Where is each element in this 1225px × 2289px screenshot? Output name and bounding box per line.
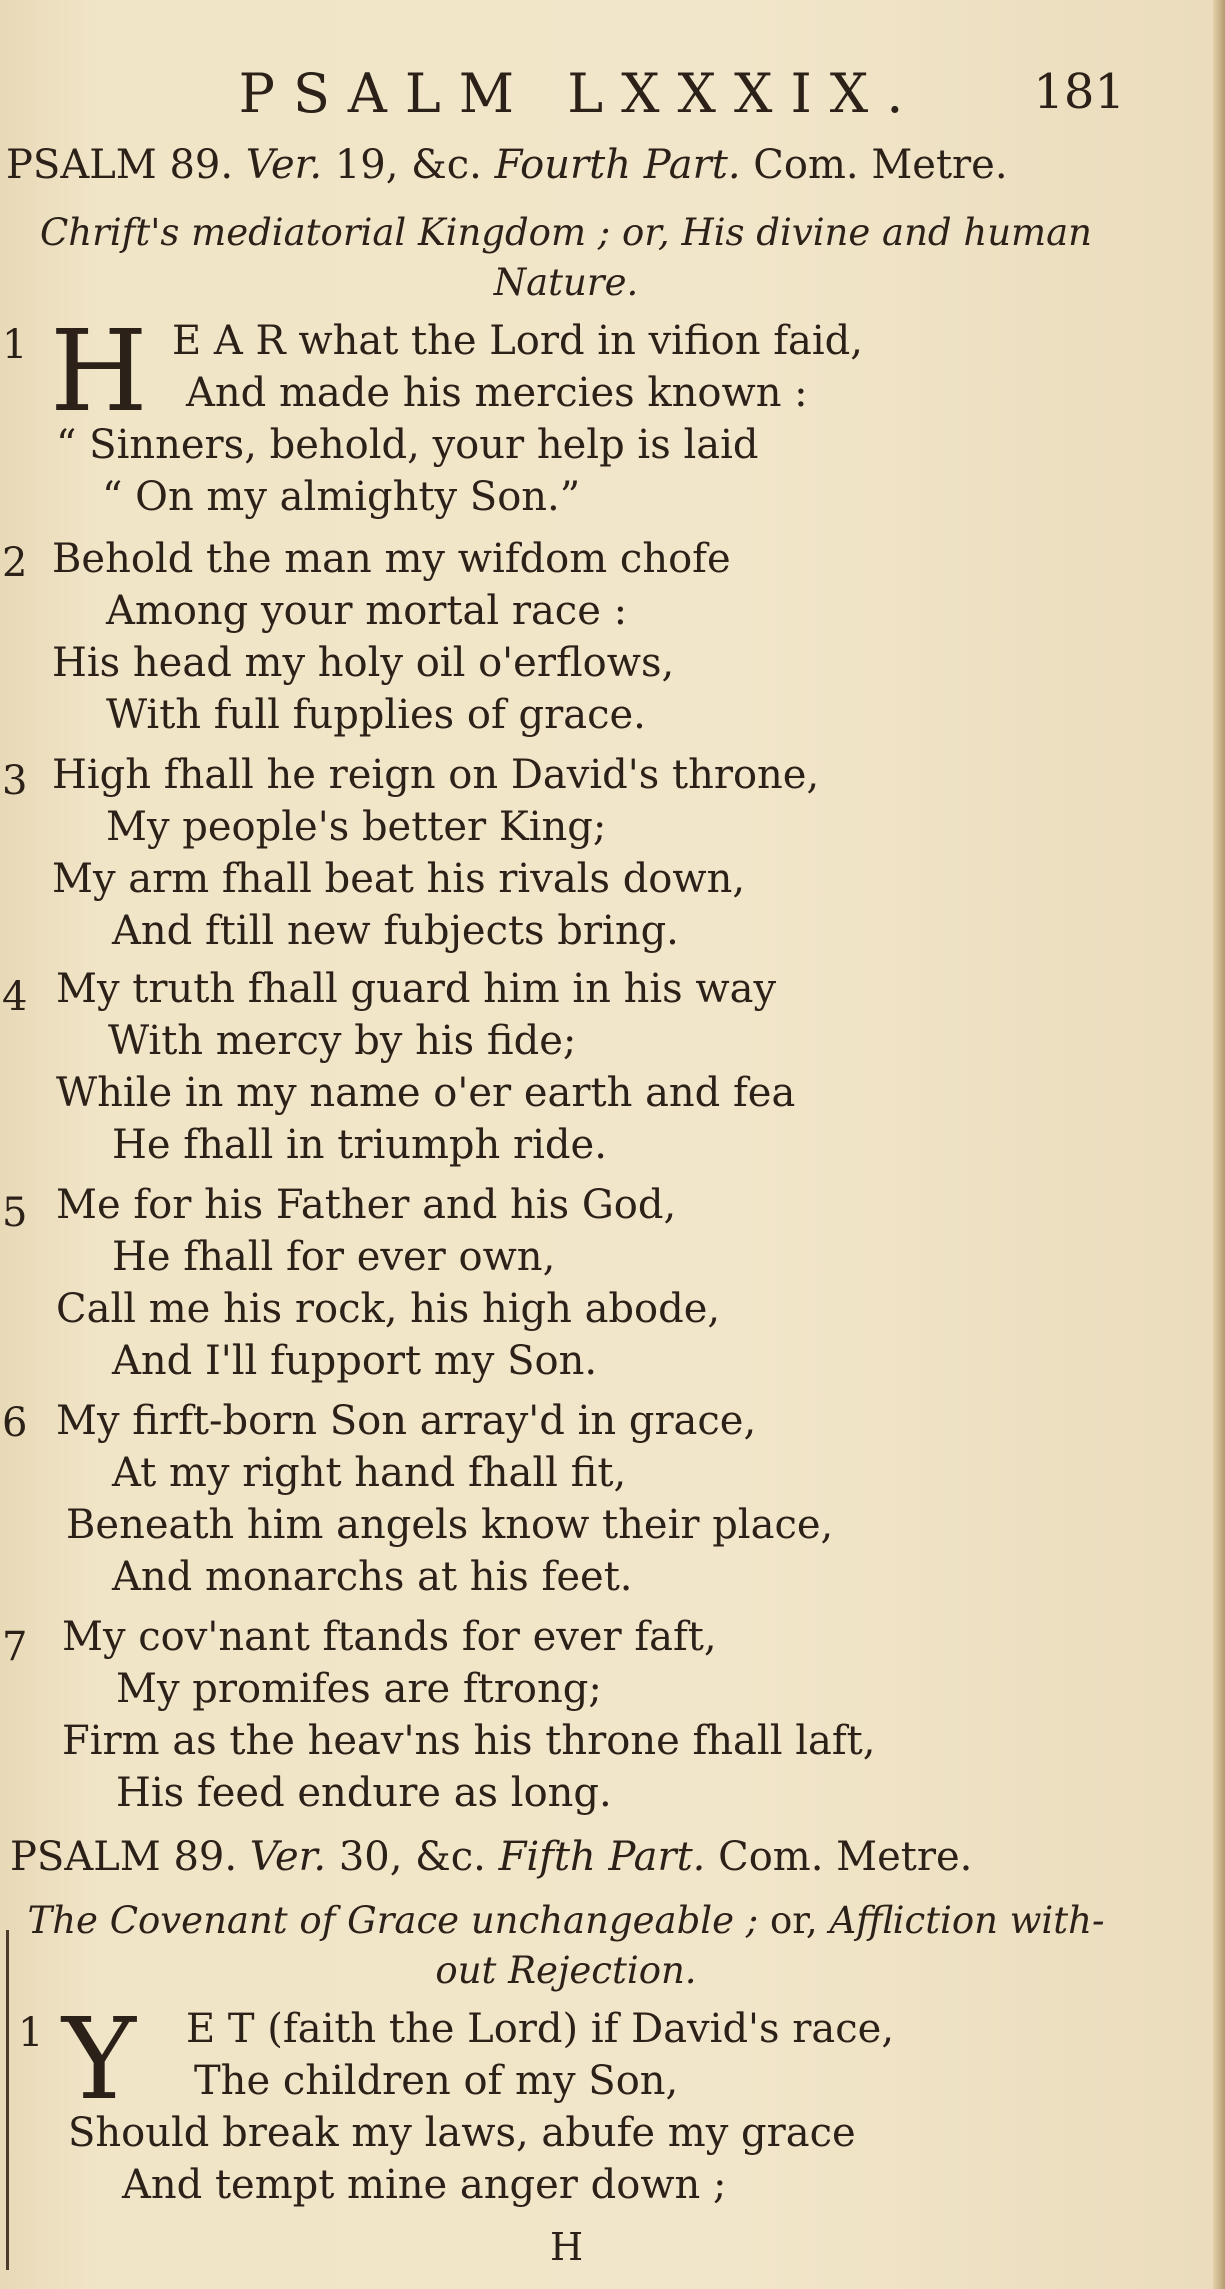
verse-line: He fhall for ever own, <box>112 1234 556 1280</box>
stanza-number: 5 <box>2 1190 28 1236</box>
part4-metre: Com. Metre. <box>753 142 1008 188</box>
part5-ver: Ver. <box>249 1834 327 1880</box>
part5-metre: Com. Metre. <box>718 1834 973 1880</box>
verse-line: “ On my almighty Son.” <box>102 474 581 520</box>
stanza-number: 3 <box>2 758 28 804</box>
part5-subtitle-1 <box>6 1896 1126 1946</box>
verse-line: My promifes are ftrong; <box>116 1666 602 1712</box>
part4-title <box>6 142 1136 188</box>
part4-subtitle-2: Nature. <box>493 261 639 304</box>
verse-line: E T (faith the Lord) if David's race, <box>186 2006 895 2052</box>
part4-ver: Ver. <box>245 142 323 188</box>
verse-line: Should break my laws, abufe my grace <box>68 2110 856 2156</box>
verse-line: Behold the man my wifdom chofe <box>52 536 731 582</box>
verse-line: Among your mortal race : <box>106 588 628 634</box>
running-head: PSALM LXXXIX. <box>238 62 922 125</box>
verse-line: Me for his Father and his God, <box>56 1182 677 1228</box>
part5-part: Fifth Part. <box>498 1834 706 1880</box>
part4-part: Fourth Part. <box>494 142 741 188</box>
drop-cap: Y <box>62 1995 136 2125</box>
verse-line: My cov'nant ftands for ever faft, <box>62 1614 717 1660</box>
verse-line: And monarchs at his feet. <box>112 1554 633 1600</box>
verse-line: The children of my Son, <box>194 2058 679 2104</box>
verse-line: And made his mercies known : <box>186 370 808 416</box>
part5-title <box>10 1834 1140 1880</box>
verse-line: High fhall he reign on David's throne, <box>52 752 820 798</box>
verse-line: E A R what the Lord in vifion faid, <box>172 318 863 364</box>
verse-line: And tempt mine anger down ; <box>122 2162 727 2208</box>
verse-line: And I'll fupport my Son. <box>112 1338 598 1384</box>
part4-ver-num: 19, &c. <box>334 142 482 188</box>
verse-line: With full fupplies of grace. <box>106 692 646 738</box>
catchword: H <box>550 2225 584 2269</box>
verse-line: While in my name o'er earth and fea <box>56 1070 796 1116</box>
verse-line: He fhall in triumph ride. <box>112 1122 607 1168</box>
part5-subtitle-or: or, <box>770 1899 818 1942</box>
verse-line: His feed endure as long. <box>116 1770 612 1816</box>
part4-subtitle-1: Chrift's mediatorial Kingdom ; or, His divine and human <box>39 211 1093 254</box>
part5-ver-num: 30, &c. <box>338 1834 486 1880</box>
stanza-number: 1 <box>18 2010 44 2056</box>
verse-line: My arm fhall beat his rivals down, <box>52 856 746 902</box>
page-edge <box>1213 0 1225 2289</box>
verse-line: With mercy by his fide; <box>108 1018 577 1064</box>
verse-line: His head my holy oil o'erflows, <box>52 640 675 686</box>
verse-line: My truth fhall guard him in his way <box>56 966 777 1012</box>
stanza-number: 6 <box>2 1400 28 1446</box>
stanza-number: 2 <box>2 540 28 586</box>
verse-line: Firm as the heav'ns his throne fhall laft, <box>62 1718 876 1764</box>
verse-line: And ftill new fubjects bring. <box>112 908 679 954</box>
drop-cap: H <box>50 307 148 437</box>
part5-psalm: PSALM 89. <box>10 1834 238 1880</box>
stanza-number: 7 <box>2 1624 28 1670</box>
page-number: 181 <box>1033 64 1125 120</box>
part5-subtitle-1c: Affliction with- <box>829 1899 1105 1942</box>
verse-line: “ Sinners, behold, your help is laid <box>56 422 759 468</box>
verse-line: Beneath him angels know their place, <box>66 1502 834 1548</box>
verse-line: Call me his rock, his high abode, <box>56 1286 721 1332</box>
part4-psalm: PSALM 89. <box>6 142 234 188</box>
stanza-number: 1 <box>2 322 28 368</box>
verse-line: My firft-born Son array'd in grace, <box>56 1398 757 1444</box>
part5-subtitle-2: out Rejection. <box>435 1949 697 1992</box>
part5-subtitle-1a: The Covenant of Grace unchangeable ; <box>27 1899 759 1942</box>
verse-line: At my right hand fhall fit, <box>112 1450 627 1496</box>
verse-line: My people's better King; <box>106 804 607 850</box>
stanza-number: 4 <box>2 974 28 1020</box>
